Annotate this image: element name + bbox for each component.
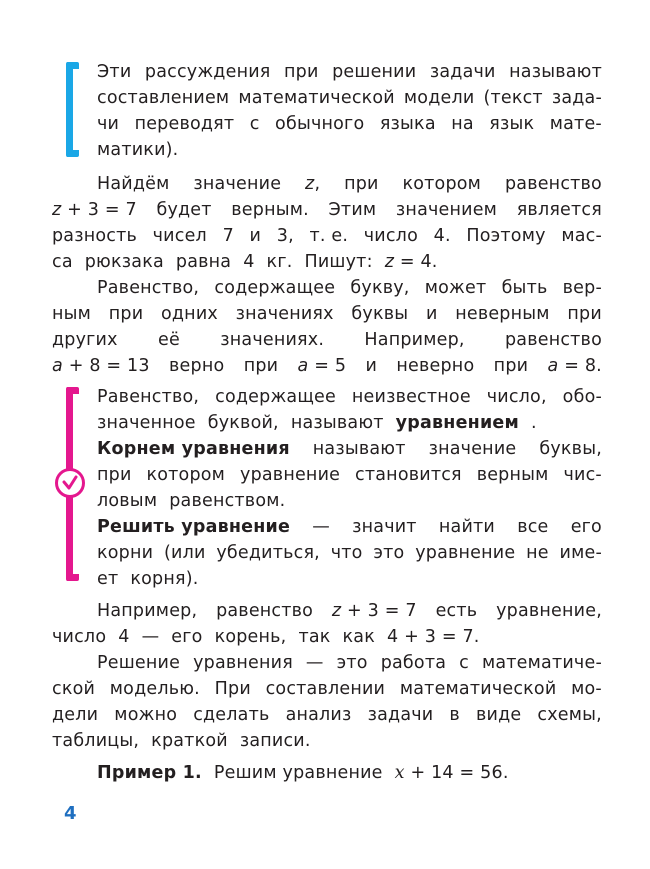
word: модели bbox=[403, 88, 475, 108]
word: верным bbox=[476, 465, 549, 485]
word: переводят bbox=[134, 114, 235, 134]
word: математической bbox=[399, 679, 557, 699]
para1-line bbox=[52, 223, 602, 249]
example-label: Пример 1. bbox=[97, 763, 202, 783]
word: схемы, bbox=[537, 705, 602, 725]
word: Поэтому bbox=[466, 226, 546, 246]
word: краткой bbox=[151, 731, 228, 751]
word: значениях. bbox=[220, 330, 325, 350]
word: Корнем уравнения bbox=[97, 439, 290, 459]
word: т. е. bbox=[309, 226, 349, 246]
word: как bbox=[342, 627, 375, 647]
word: дели bbox=[52, 705, 99, 725]
word: — bbox=[312, 517, 330, 537]
word: z + 3 = 7 bbox=[331, 601, 417, 621]
word: языка bbox=[379, 114, 436, 134]
para2-line bbox=[52, 301, 602, 327]
word: составлении bbox=[265, 679, 386, 699]
word: что bbox=[330, 543, 363, 563]
word: называют bbox=[312, 439, 406, 459]
word: мас- bbox=[561, 226, 602, 246]
word: При bbox=[214, 679, 251, 699]
word: может bbox=[424, 278, 487, 298]
word: одних bbox=[160, 304, 218, 324]
word: 7 bbox=[222, 226, 234, 246]
word: значение bbox=[193, 174, 282, 194]
word: Найдём bbox=[97, 174, 170, 194]
word: ет bbox=[97, 569, 119, 589]
definition_box-line bbox=[97, 410, 602, 436]
word: 3, bbox=[276, 226, 294, 246]
word: виде bbox=[476, 705, 522, 725]
blue-bracket-icon bbox=[66, 62, 79, 157]
word: 4 + 3 = 7. bbox=[387, 627, 480, 647]
word: 4 bbox=[118, 627, 130, 647]
word: убедиться, bbox=[216, 543, 320, 563]
word: букву, bbox=[350, 278, 410, 298]
word: уравнение, bbox=[496, 601, 602, 621]
word: на bbox=[451, 114, 474, 134]
para4-line bbox=[97, 650, 602, 676]
word: a + 8 = 13 bbox=[52, 356, 150, 376]
word: равенством. bbox=[169, 491, 286, 511]
word: Равенство, bbox=[97, 278, 200, 298]
word: значениях bbox=[235, 304, 334, 324]
word: равенство bbox=[504, 174, 602, 194]
word: её bbox=[158, 330, 180, 350]
word: является bbox=[516, 200, 602, 220]
word: z = 4. bbox=[384, 252, 438, 272]
word: (или bbox=[163, 543, 206, 563]
word: z + 3 = 7 bbox=[52, 200, 137, 220]
definition_box-line bbox=[97, 384, 602, 410]
word: Например, bbox=[97, 601, 198, 621]
word: есть bbox=[435, 601, 478, 621]
word: и bbox=[425, 304, 438, 324]
word: буквы bbox=[351, 304, 409, 324]
word: (текст bbox=[483, 88, 543, 108]
para4-line bbox=[52, 676, 602, 702]
word: Например, bbox=[364, 330, 465, 350]
word: Эти bbox=[97, 62, 132, 82]
word: число bbox=[363, 226, 418, 246]
word: верным. bbox=[231, 200, 309, 220]
word: можно bbox=[114, 705, 178, 725]
word: уравнением bbox=[395, 413, 519, 433]
word: его bbox=[570, 517, 602, 537]
word: a = 8. bbox=[547, 356, 602, 376]
word: мо- bbox=[571, 679, 602, 699]
word: при bbox=[97, 465, 132, 485]
word: язык bbox=[489, 114, 535, 134]
word: таблицы, bbox=[52, 731, 140, 751]
word: са bbox=[52, 252, 73, 272]
word: — bbox=[141, 627, 160, 647]
word: будет bbox=[156, 200, 212, 220]
word: 4. bbox=[433, 226, 451, 246]
word: Равенство, bbox=[97, 387, 200, 407]
word: содержащее bbox=[215, 387, 336, 407]
word: все bbox=[517, 517, 549, 537]
para4-line bbox=[52, 702, 602, 728]
word: анализ bbox=[285, 705, 352, 725]
word: рюкзака bbox=[84, 252, 164, 272]
word: сделать bbox=[193, 705, 270, 725]
word: работа bbox=[380, 653, 447, 673]
word: и bbox=[365, 356, 378, 376]
para4-line bbox=[52, 728, 602, 754]
word: неверным bbox=[455, 304, 550, 324]
word: значение bbox=[428, 439, 517, 459]
para2-line bbox=[52, 353, 602, 379]
word: значит bbox=[352, 517, 417, 537]
para1-line bbox=[97, 171, 602, 197]
word: уравнение bbox=[415, 543, 516, 563]
word: моделью. bbox=[109, 679, 200, 699]
word: a = 5 bbox=[297, 356, 347, 376]
word: других bbox=[52, 330, 118, 350]
blue_box-line bbox=[97, 111, 602, 137]
para2-line bbox=[52, 327, 602, 353]
para3-line bbox=[97, 598, 602, 624]
word: буквы, bbox=[539, 439, 602, 459]
word: зада- bbox=[551, 88, 602, 108]
word: кг. bbox=[266, 252, 293, 272]
word: z, bbox=[305, 174, 321, 194]
word: ской bbox=[52, 679, 96, 699]
word: име- bbox=[559, 543, 602, 563]
word: при bbox=[108, 304, 144, 324]
blue_box-line bbox=[97, 137, 602, 163]
para3-line bbox=[52, 624, 602, 650]
word: обычного bbox=[275, 114, 365, 134]
word: равенство bbox=[216, 601, 314, 621]
definition_box-line bbox=[97, 462, 602, 488]
word: задачи bbox=[367, 705, 434, 725]
definition_box-line bbox=[97, 436, 602, 462]
word: решении bbox=[332, 62, 417, 82]
word: неизвестное bbox=[351, 387, 471, 407]
word: вер- bbox=[562, 278, 602, 298]
word: это bbox=[373, 543, 405, 563]
example-text: Решим уравнение bbox=[213, 763, 383, 783]
definition_box-line bbox=[97, 540, 602, 566]
word: записи. bbox=[239, 731, 311, 751]
word: корень, bbox=[214, 627, 287, 647]
page-number: 4 bbox=[64, 803, 77, 824]
example-line bbox=[97, 760, 602, 786]
word: математической bbox=[238, 88, 395, 108]
word: задачи bbox=[429, 62, 496, 82]
para1-line bbox=[52, 249, 602, 275]
word: равна bbox=[175, 252, 232, 272]
word: и bbox=[249, 226, 262, 246]
word: чисел bbox=[152, 226, 207, 246]
word: чис- bbox=[563, 465, 602, 485]
word: значением bbox=[395, 200, 498, 220]
blue_box-line bbox=[97, 85, 602, 111]
word: не bbox=[526, 543, 549, 563]
word: котором bbox=[402, 174, 482, 194]
word: содержащее bbox=[214, 278, 336, 298]
word: . bbox=[530, 413, 537, 433]
word: рассуждения bbox=[144, 62, 271, 82]
word: уравнение bbox=[240, 465, 341, 485]
word: называют bbox=[509, 62, 602, 82]
word: — bbox=[305, 653, 324, 673]
word: при bbox=[493, 356, 529, 376]
word: Решить уравнение bbox=[97, 517, 291, 537]
word: мате- bbox=[549, 114, 602, 134]
definition_box-line bbox=[97, 488, 602, 514]
word: так bbox=[298, 627, 331, 647]
word: число, bbox=[486, 387, 547, 407]
definition_box-line bbox=[97, 514, 602, 540]
word: чи bbox=[97, 114, 120, 134]
word: при bbox=[344, 174, 379, 194]
word: буквой, bbox=[207, 413, 279, 433]
word: неверно bbox=[396, 356, 475, 376]
word: найти bbox=[438, 517, 495, 537]
word: Пишут: bbox=[304, 252, 373, 272]
word: уравнения bbox=[193, 653, 293, 673]
word: с bbox=[459, 653, 469, 673]
word: разность bbox=[52, 226, 138, 246]
word: обо- bbox=[562, 387, 602, 407]
definition_box-line bbox=[97, 566, 602, 592]
word: верно bbox=[169, 356, 225, 376]
word: Этим bbox=[328, 200, 377, 220]
word: в bbox=[449, 705, 460, 725]
blue_box-line bbox=[97, 59, 602, 85]
word: Решение bbox=[97, 653, 181, 673]
para1-line bbox=[52, 197, 602, 223]
word: это bbox=[336, 653, 368, 673]
word: быть bbox=[501, 278, 548, 298]
word: 4 bbox=[243, 252, 255, 272]
word: число bbox=[52, 627, 107, 647]
word: при bbox=[284, 62, 319, 82]
word: котором bbox=[146, 465, 226, 485]
word: ловым bbox=[97, 491, 158, 511]
para2-line bbox=[97, 275, 602, 301]
word: корни bbox=[97, 543, 154, 563]
word: при bbox=[567, 304, 602, 324]
word: составлением bbox=[97, 88, 230, 108]
example-equation: x + 14 = 56. bbox=[394, 763, 509, 783]
word: матики). bbox=[97, 140, 179, 160]
word: становится bbox=[355, 465, 462, 485]
check-circle-icon bbox=[55, 468, 85, 498]
word: ным bbox=[52, 304, 92, 324]
word: с bbox=[249, 114, 260, 134]
word: значенное bbox=[97, 413, 196, 433]
word: называют bbox=[290, 413, 384, 433]
word: математиче- bbox=[481, 653, 602, 673]
word: его bbox=[171, 627, 203, 647]
word: корня). bbox=[130, 569, 199, 589]
word: при bbox=[243, 356, 279, 376]
word: равенство bbox=[504, 330, 602, 350]
